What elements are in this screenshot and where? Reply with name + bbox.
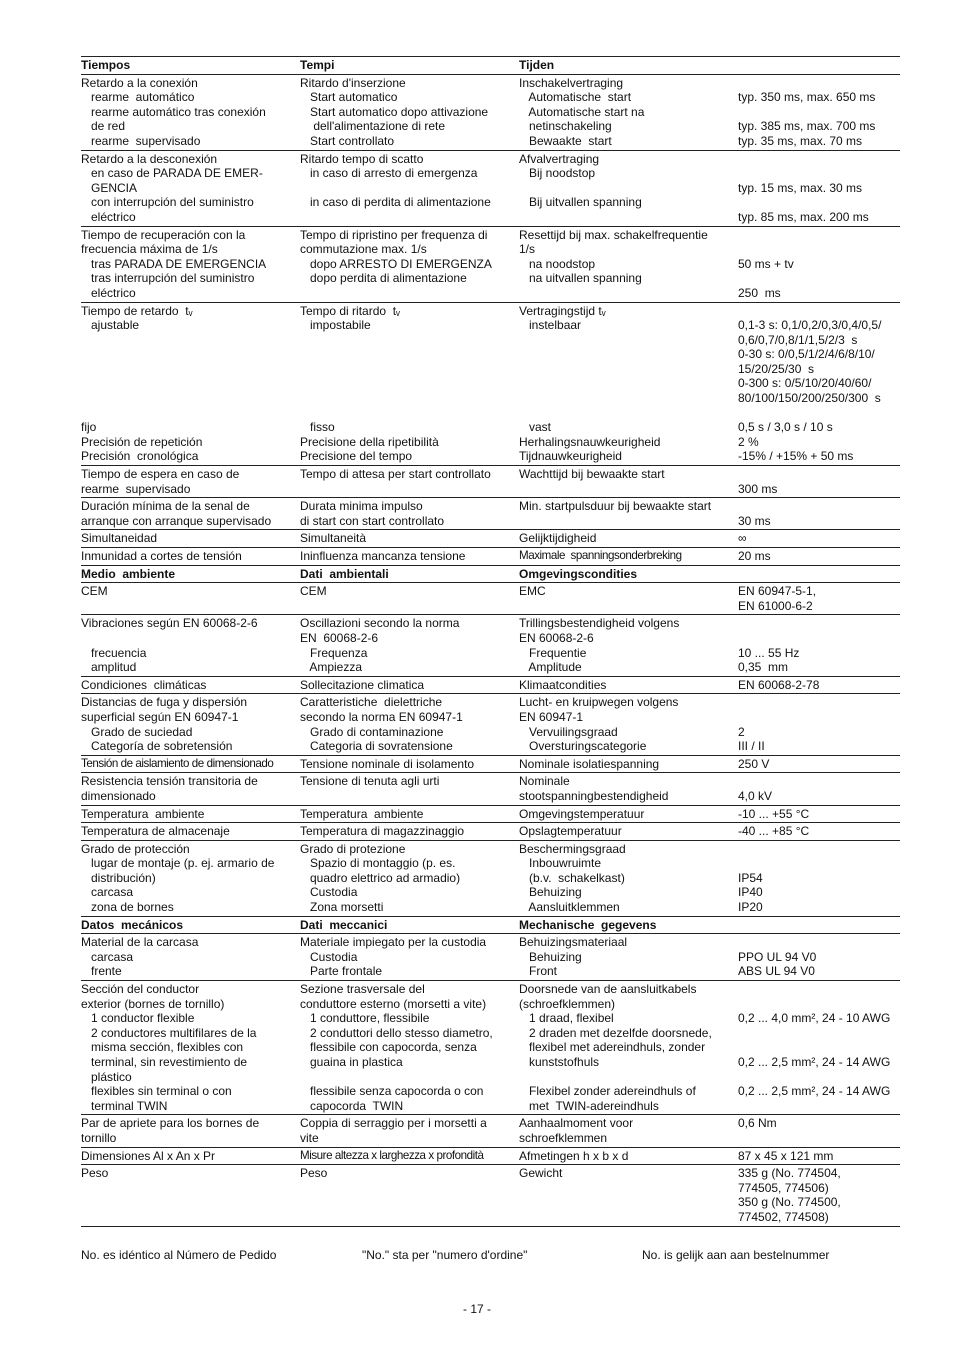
- cell-dutch: Aanhaalmoment voor schroefklemmen: [519, 1116, 634, 1145]
- cell-spanish: Temperatura ambiente: [81, 806, 205, 821]
- cell-italian: Coppia di serraggio per i morsetti a vite: [300, 1116, 487, 1145]
- cell-italian: Peso: [300, 1166, 328, 1181]
- cell-italian: Ritardo tempo di scatto in caso di arresto di emergenza in caso di perdita di alimentazione: [300, 151, 491, 210]
- cell-italian: Ininfluenza mancanza tensione: [300, 549, 466, 563]
- cell-value: 50 ms + tv 250 ms: [738, 256, 794, 300]
- cell-spanish: Simultaneidad: [81, 531, 158, 546]
- cell-value: -40 ... +85 °C: [738, 824, 810, 839]
- spec-row: [81, 530, 900, 548]
- cell-value: 335 g (No. 774504, 774505, 774506) 350 g (No. 774500, 774502, 774508): [738, 1166, 841, 1224]
- cell-spanish: Peso: [81, 1166, 109, 1181]
- cell-italian: Tensione di tenuta agli urti: [300, 774, 440, 789]
- spec-row: [81, 75, 900, 151]
- cell-value: 250 V: [738, 756, 770, 771]
- cell-value: 0,2 ... 4,0 mm², 24 - 10 AWG 0,2 ... 2,5 mm², 24 - 14 AWG 0,2 ... 2,5 mm², 24 - 14 AWG: [738, 1011, 891, 1099]
- section-header-row: [81, 57, 900, 75]
- cell-value: EN 60068-2-78: [738, 677, 820, 692]
- cell-dutch: Nominale stootspanningbestendigheid: [519, 774, 669, 803]
- section-header-value: [738, 567, 900, 582]
- cell-italian: Sezione trasversale del conduttore esterno (morsetti a vite) 1 conduttore, flessibile 2 conduttori dello stesso diametro, flessibile con capocorda, senza guaina in plastica flessibile senza capocorda o con capocorda TWIN: [300, 982, 493, 1113]
- section-header-value: [738, 58, 900, 73]
- cell-italian: Tempo di attesa per start controllato: [300, 467, 491, 482]
- cell-spanish: Vibraciones según EN 60068-2-6 frecuencia amplitud: [81, 616, 258, 675]
- spec-row: [81, 227, 900, 303]
- cell-dutch: Nominale isolatiespanning: [519, 756, 660, 771]
- cell-italian: Materiale impiegato per la custodia Custodia Parte frontale: [300, 935, 487, 979]
- spec-row: [81, 841, 900, 917]
- section-header-row: [81, 917, 900, 935]
- cell-dutch: Wachttijd bij bewaakte start: [519, 467, 665, 482]
- cell-spanish: Tiempo de retardo tᵥ ajustable fijo Precisión de repetición Precisión cronológica: [81, 303, 203, 464]
- cell-italian: Ritardo d'inserzione Start automatico Start automatico dopo attivazione dell'alimentazione di rete Start controllato: [300, 75, 489, 148]
- cell-value: 0,6 Nm: [738, 1116, 777, 1131]
- cell-dutch: Omgevingstemperatuur: [519, 806, 645, 821]
- cell-spanish: Par de apriete para los bornes de tornillo: [81, 1116, 260, 1145]
- spec-row: [81, 1148, 900, 1166]
- cell-italian: Sollecitazione climatica: [300, 677, 425, 692]
- cell-value: 87 x 45 x 121 mm: [738, 1148, 834, 1163]
- cell-italian: Oscillazioni secondo la norma EN 60068-2-6 Frequenza Ampiezza: [300, 616, 460, 675]
- cell-italian: CEM: [300, 584, 327, 599]
- cell-spanish: Dimensiones Al x An x Pr: [81, 1148, 216, 1163]
- section-header-spanish: Datos mecánicos: [81, 917, 184, 932]
- cell-value: 4,0 kV: [738, 788, 773, 803]
- cell-spanish: Duración mínima de la senal de arranque con arranque supervisado: [81, 499, 272, 528]
- footnotes: [0, 1248, 954, 1264]
- cell-spanish: Temperatura de almacenaje: [81, 824, 230, 839]
- cell-value: ∞: [738, 531, 747, 546]
- cell-spanish: Tensión de aislamiento de dimensionado: [81, 756, 274, 770]
- cell-value: 20 ms: [738, 549, 771, 563]
- section-header-italian: Dati meccanici: [300, 917, 388, 932]
- spec-row: [81, 1165, 900, 1226]
- cell-dutch: Maximale spanningsonderbreking: [519, 549, 682, 562]
- page-number: - 17 -: [462, 1302, 491, 1316]
- spec-row: [81, 548, 900, 566]
- spec-row: [81, 823, 900, 841]
- cell-value: 300 ms: [738, 481, 778, 496]
- spec-row: [81, 151, 900, 227]
- spec-row: [81, 498, 900, 530]
- section-header-dutch: Tijden: [519, 58, 555, 72]
- cell-dutch: Trillingsbestendigheid volgens EN 60068-2-6 Frequentie Amplitude: [519, 616, 680, 675]
- cell-dutch: Gewicht: [519, 1166, 563, 1181]
- footnote-spanish: No. es idéntico al Número de Pedido: [81, 1248, 277, 1262]
- cell-dutch: Opslagtemperatuur: [519, 824, 622, 839]
- cell-dutch: Vertragingstijd tᵥ instelbaar vast Herhalingsnauwkeurigheid Tijdnauwkeurigheid: [519, 303, 661, 464]
- spec-row: [81, 677, 900, 695]
- cell-dutch: Resettijd bij max. schakelfrequentie 1/s na noodstop na uitvallen spanning: [519, 227, 708, 286]
- cell-dutch: Afvalvertraging Bij noodstop Bij uitvallen spanning: [519, 151, 642, 210]
- spec-row: [81, 773, 900, 805]
- cell-italian: Misure altezza x larghezza x profondità: [300, 1148, 484, 1162]
- cell-italian: Tensione nominale di isolamento: [300, 756, 475, 771]
- cell-dutch: Behuizingsmateriaal Behuizing Front: [519, 935, 628, 979]
- section-header-spanish: Tiempos: [81, 58, 131, 72]
- spec-row: [81, 615, 900, 676]
- cell-value: 10 ... 55 Hz 0,35 mm: [738, 645, 800, 675]
- specification-table: [81, 56, 900, 1227]
- cell-spanish: Condiciones climáticas: [81, 677, 207, 692]
- spec-row: [81, 694, 900, 755]
- spec-row: [81, 583, 900, 615]
- cell-spanish: Retardo a la desconexión en caso de PARADA DE EMER- GENCIA con interrupción del suministro eléctrico: [81, 151, 263, 224]
- cell-spanish: Tiempo de espera en caso de rearme supervisado: [81, 467, 240, 496]
- cell-spanish: Material de la carcasa carcasa frente: [81, 935, 199, 979]
- cell-spanish: Distancias de fuga y dispersión superficial según EN 60947-1 Grado de suciedad Categoría de sobretensión: [81, 695, 248, 754]
- cell-spanish: Resistencia tensión transitoria de dimensionado: [81, 774, 258, 803]
- cell-value: -10 ... +55 °C: [738, 806, 810, 821]
- cell-spanish: Tiempo de recuperación con la frecuencia máxima de 1/s tras PARADA DE EMERGENCIA tras interrupción del suministro eléctrico: [81, 227, 267, 300]
- cell-italian: Simultaneità: [300, 531, 367, 546]
- section-header-value: [738, 918, 900, 933]
- section-header-row: [81, 566, 900, 584]
- spec-row: [81, 934, 900, 981]
- cell-value: 2 III / II: [738, 724, 765, 754]
- spec-row: [81, 466, 900, 498]
- section-header-dutch: Mechanische gegevens: [519, 917, 657, 932]
- section-header-dutch: Omgevingscondities: [519, 566, 638, 581]
- cell-value: PPO UL 94 V0 ABS UL 94 V0: [738, 949, 817, 979]
- spec-row: [81, 806, 900, 824]
- cell-italian: Temperatura ambiente: [300, 806, 424, 821]
- cell-dutch: Inschakelvertraging Automatische start Automatische start na netinschakeling Bewaakte start: [519, 75, 645, 148]
- cell-italian: Tempo di ripristino per frequenza di commutazione max. 1/s dopo ARRESTO DI EMERGENZA dopo perdita di alimentazione: [300, 227, 492, 286]
- cell-dutch: Min. startpulsduur bij bewaakte start: [519, 499, 712, 514]
- cell-dutch: Afmetingen h x b x d: [519, 1148, 629, 1163]
- footnote-dutch: No. is gelijk aan aan bestelnummer: [642, 1248, 830, 1262]
- cell-italian: Caratteristiche dielettriche secondo la norma EN 60947-1 Grado di contaminazione Categoria di sovratensione: [300, 695, 463, 754]
- section-header-italian: Tempi: [300, 58, 335, 72]
- cell-value: IP54 IP40 IP20: [738, 870, 763, 915]
- spec-row: [81, 1115, 900, 1147]
- cell-dutch: Klimaatcondities: [519, 677, 607, 692]
- spec-row: [81, 981, 900, 1115]
- footnote-italian: "No." sta per "numero d'ordine": [362, 1248, 528, 1262]
- cell-italian: Grado di protezione Spazio di montaggio (p. es. quadro elettrico ad armadio) Custodia Zona morsetti: [300, 841, 461, 915]
- cell-dutch: Beschermingsgraad Inbouwruimte (b.v. schakelkast) Behuizing Aansluitklemmen: [519, 841, 626, 915]
- cell-spanish: Sección del conductor exterior (bornes de tornillo) 1 conductor flexible 2 conductores multifilares de la misma sección, flexibles con terminal, sin revestimiento de plástico flexibles sin terminal o con terminal TWIN: [81, 982, 257, 1113]
- cell-dutch: Doorsnede van de aansluitkabels (schroefklemmen) 1 draad, flexibel 2 draden met dezelfde doorsnede, flexibel met adereindhuls, zonder kunststofhuls Flexibel zonder adereindhuls of met TWIN-adereindhuls: [519, 982, 712, 1113]
- cell-value: typ. 15 ms, max. 30 ms typ. 85 ms, max. 200 ms: [738, 180, 869, 224]
- cell-value: 0,1-3 s: 0,1/0,2/0,3/0,4/0,5/ 0,6/0,7/0,8/1/1,5/2/3 s 0-30 s: 0/0,5/1/2/4/6/8/10/ 15/20/25/30 s 0-300 s: 0/5/10/20/40/60/ 80/100/150/200/250/300 s 0,5 s / 3,0 s / 10 s 2 % -15% / +15% + 50 ms: [738, 318, 882, 464]
- cell-dutch: Gelijktijdigheid: [519, 531, 597, 546]
- cell-value: 30 ms: [738, 513, 771, 528]
- cell-spanish: Retardo a la conexión rearme automático rearme automático tras conexión de red rearme supervisado: [81, 75, 266, 148]
- cell-italian: Tempo di ritardo tᵥ impostabile fisso Precisione della ripetibilità Precisione del tempo: [300, 303, 439, 464]
- cell-value: typ. 350 ms, max. 650 ms typ. 385 ms, max. 700 ms typ. 35 ms, max. 70 ms: [738, 90, 876, 148]
- spec-row: [81, 303, 900, 467]
- cell-italian: Temperatura di magazzinaggio: [300, 824, 465, 839]
- section-header-spanish: Medio ambiente: [81, 566, 176, 581]
- section-header-italian: Dati ambientali: [300, 566, 389, 581]
- cell-value: EN 60947-5-1, EN 61000-6-2: [738, 584, 817, 613]
- cell-spanish: CEM: [81, 584, 108, 599]
- cell-dutch: Lucht- en kruipwegen volgens EN 60947-1 Vervuilingsgraad Oversturingscategorie: [519, 695, 679, 754]
- cell-dutch: EMC: [519, 584, 546, 599]
- cell-italian: Durata minima impulso di start con start controllato: [300, 499, 445, 528]
- cell-spanish: Grado de protección lugar de montaje (p. ej. armario de distribución) carcasa zona de bornes: [81, 841, 275, 915]
- spec-row: [81, 756, 900, 774]
- cell-spanish: Inmunidad a cortes de tensión: [81, 549, 242, 563]
